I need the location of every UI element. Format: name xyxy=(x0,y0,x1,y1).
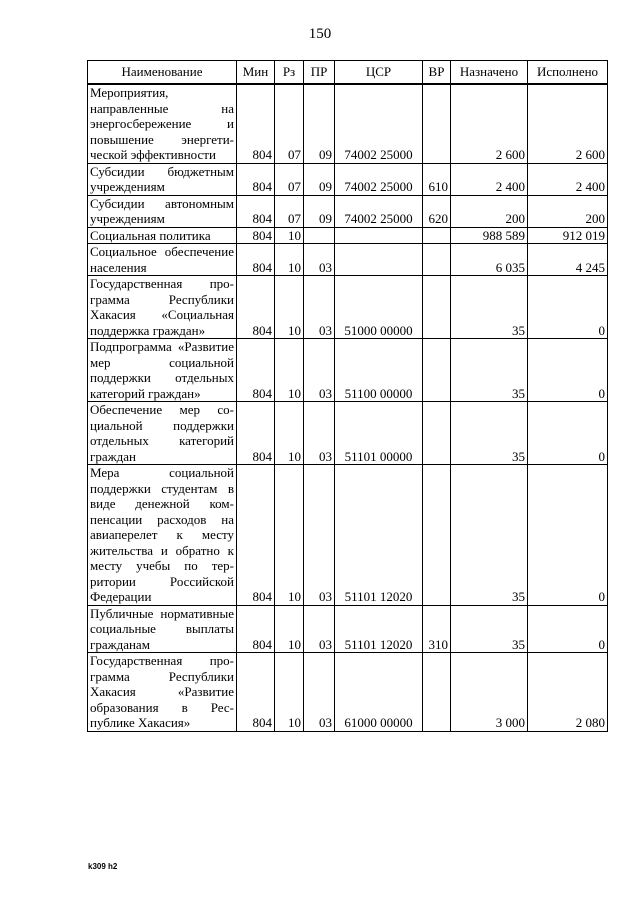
table-row xyxy=(88,244,608,276)
page-number: 150 xyxy=(308,26,332,42)
row-min-cell: 804 xyxy=(237,244,275,276)
row-assigned-cell: 200 xyxy=(451,195,528,227)
row-rz-cell: 10 xyxy=(275,276,304,339)
row-executed-cell: 2 600 xyxy=(528,84,608,163)
row-executed-cell: 0 xyxy=(528,339,608,402)
row-vr-cell: 610 xyxy=(423,163,451,195)
row-csr-cell xyxy=(335,244,423,276)
table-row xyxy=(88,605,608,653)
row-pr-cell: 03 xyxy=(304,244,335,276)
row-assigned-cell: 2 600 xyxy=(451,84,528,163)
row-min-cell: 804 xyxy=(237,465,275,606)
row-csr-cell: 51100 00000 xyxy=(335,339,423,402)
row-vr-cell xyxy=(423,339,451,402)
row-assigned-cell: 35 xyxy=(451,402,528,465)
row-pr-cell: 03 xyxy=(304,276,335,339)
row-name-cell: Социальное обеспечение населения xyxy=(88,244,237,276)
row-name-cell: Мера социальной поддержки студентам в виде денежной компенсации расходов на авиаперелет к месту жительства и обратно к месту учебы по территории Российской Федерации xyxy=(88,465,237,606)
row-executed-cell: 4 245 xyxy=(528,244,608,276)
row-assigned-cell: 35 xyxy=(451,276,528,339)
row-assigned-cell: 2 400 xyxy=(451,163,528,195)
row-rz-cell: 10 xyxy=(275,339,304,402)
row-executed-cell: 0 xyxy=(528,465,608,606)
row-assigned-cell: 3 000 xyxy=(451,653,528,732)
row-rz-cell: 10 xyxy=(275,653,304,732)
row-name-cell: Субсидии автономным учреждениям xyxy=(88,195,237,227)
row-vr-cell: 310 xyxy=(423,605,451,653)
row-csr-cell: 51101 12020 xyxy=(335,465,423,606)
column-header: ЦСР xyxy=(335,61,423,85)
column-header: Рз xyxy=(275,61,304,85)
row-vr-cell xyxy=(423,653,451,732)
row-executed-cell: 0 xyxy=(528,276,608,339)
row-assigned-cell: 6 035 xyxy=(451,244,528,276)
row-executed-cell: 200 xyxy=(528,195,608,227)
row-assigned-cell: 35 xyxy=(451,605,528,653)
row-rz-cell: 10 xyxy=(275,402,304,465)
row-csr-cell: 51000 00000 xyxy=(335,276,423,339)
row-assigned-cell: 35 xyxy=(451,339,528,402)
row-min-cell: 804 xyxy=(237,605,275,653)
row-name-cell: Социальная политика xyxy=(88,227,237,244)
column-header: ВР xyxy=(423,61,451,85)
row-rz-cell: 07 xyxy=(275,84,304,163)
row-name-cell: Подпрограмма «Развитие мер социальной поддержки отдельных категорий граждан» xyxy=(88,339,237,402)
row-pr-cell xyxy=(304,227,335,244)
row-csr-cell: 61000 00000 xyxy=(335,653,423,732)
row-pr-cell: 03 xyxy=(304,339,335,402)
row-rz-cell: 10 xyxy=(275,465,304,606)
row-vr-cell xyxy=(423,227,451,244)
table-row xyxy=(88,163,608,195)
row-vr-cell xyxy=(423,465,451,606)
row-vr-cell xyxy=(423,84,451,163)
row-name-cell: Мероприятия, направленные на энергосбережение и повышение энергетической эффективности xyxy=(88,84,237,163)
column-header: Мин xyxy=(237,61,275,85)
row-min-cell: 804 xyxy=(237,163,275,195)
row-vr-cell xyxy=(423,402,451,465)
row-pr-cell: 09 xyxy=(304,84,335,163)
row-assigned-cell: 988 589 xyxy=(451,227,528,244)
row-name-cell: Государственная программа Республики Хакасия «Развитие образования в Республике Хакасия» xyxy=(88,653,237,732)
column-header: Исполнено xyxy=(528,61,608,85)
row-min-cell: 804 xyxy=(237,339,275,402)
table-row xyxy=(88,227,608,244)
row-executed-cell: 2 400 xyxy=(528,163,608,195)
row-executed-cell: 2 080 xyxy=(528,653,608,732)
row-csr-cell: 51101 00000 xyxy=(335,402,423,465)
row-rz-cell: 10 xyxy=(275,227,304,244)
row-csr-cell: 74002 25000 xyxy=(335,163,423,195)
row-min-cell: 804 xyxy=(237,84,275,163)
table-row xyxy=(88,276,608,339)
budget-table xyxy=(87,60,608,732)
row-name-cell: Обеспечение мер социальной поддержки отдельных категорий граждан xyxy=(88,402,237,465)
row-csr-cell: 51101 12020 xyxy=(335,605,423,653)
row-min-cell: 804 xyxy=(237,276,275,339)
row-name-cell: Государственная программа Республики Хакасия «Социальная поддержка граждан» xyxy=(88,276,237,339)
row-vr-cell xyxy=(423,276,451,339)
row-assigned-cell: 35 xyxy=(451,465,528,606)
row-name-cell: Публичные нормативные социальные выплаты гражданам xyxy=(88,605,237,653)
row-min-cell: 804 xyxy=(237,653,275,732)
table-row xyxy=(88,465,608,606)
row-csr-cell: 74002 25000 xyxy=(335,195,423,227)
table-row xyxy=(88,195,608,227)
row-min-cell: 804 xyxy=(237,402,275,465)
column-header: ПР xyxy=(304,61,335,85)
row-rz-cell: 07 xyxy=(275,163,304,195)
table-row xyxy=(88,339,608,402)
column-header: Назначено xyxy=(451,61,528,85)
row-vr-cell: 620 xyxy=(423,195,451,227)
table-header-row xyxy=(88,61,608,85)
table-row xyxy=(88,402,608,465)
table-body xyxy=(88,84,608,731)
row-min-cell: 804 xyxy=(237,227,275,244)
row-rz-cell: 10 xyxy=(275,605,304,653)
row-csr-cell xyxy=(335,227,423,244)
row-pr-cell: 09 xyxy=(304,195,335,227)
row-min-cell: 804 xyxy=(237,195,275,227)
row-pr-cell: 09 xyxy=(304,163,335,195)
row-name-cell: Субсидии бюджетным учреждениям xyxy=(88,163,237,195)
column-header: Наименование xyxy=(88,61,237,85)
row-pr-cell: 03 xyxy=(304,653,335,732)
row-rz-cell: 07 xyxy=(275,195,304,227)
footer-code: k309 h2 xyxy=(88,862,118,871)
row-pr-cell: 03 xyxy=(304,402,335,465)
row-executed-cell: 0 xyxy=(528,605,608,653)
row-pr-cell: 03 xyxy=(304,605,335,653)
table-row xyxy=(88,653,608,732)
row-vr-cell xyxy=(423,244,451,276)
row-csr-cell: 74002 25000 xyxy=(335,84,423,163)
row-executed-cell: 912 019 xyxy=(528,227,608,244)
row-pr-cell: 03 xyxy=(304,465,335,606)
table-row xyxy=(88,84,608,163)
row-rz-cell: 10 xyxy=(275,244,304,276)
row-executed-cell: 0 xyxy=(528,402,608,465)
